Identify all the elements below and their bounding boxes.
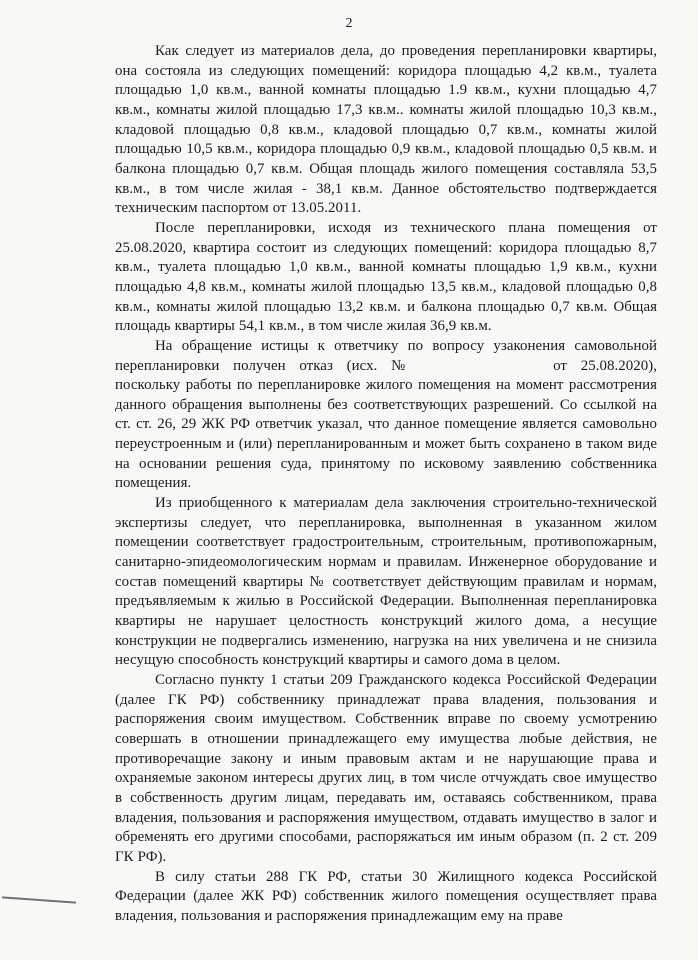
paragraph-expert-conclusion: Из приобщенного к материалам дела заключения строительно-технической экспертизы следует, что перепланировка, выполненная в указанном жилом помещении соответствует градостроительным, строительным, противопожарным, санитарно-эпидеомологическим нормам и правилам. Инженерное оборудование и состав помещений квартиры № соответствует действующим правилам и нормам, предъявляемым к жилью в Российской Федерации. Выполненная перепланировка квартиры не нарушает целостность конструкций жилого дома, а несущие конструкции не подвергались изменению, нагрузка на них увеличена и не снизила несущую способность конструкций квартиры и самого дома в целом.	[115, 495, 657, 669]
paragraph-refusal	[115, 337, 657, 494]
paragraph-room-composition-after: После перепланировки, исходя из технического плана помещения от 25.08.2020, квартира состоит из следующих помещений: коридора площадью 8,7 кв.м., туалета площадью 1,0 кв.м., ванной комнаты площадью 1,9 кв.м., кухни площадью 4,8 кв.м., комнаты жилой площадью 13,5 кв.м., кладовой площадью 0,8 кв.м., комнаты жилой площадью 13,2 кв.м. и балкона площадью 0,7 кв.м. Общая площадь квартиры 54,1 кв.м., в том числе жилая 36,9 кв.м.	[115, 219, 657, 335]
paragraph-civil-code-209: Согласно пункту 1 статьи 209 Гражданского кодекса Российской Федерации (далее ГК РФ) собственнику принадлежат права владения, пользования и распоряжения своим имуществом. Собственник вправе по своему усмотрению совершать в отношении принадлежащего ему имущества любые действия, не противоречащие закону и иным правовым актам и не нарушающие права и охраняемые законом интересы других лиц, в том числе отчуждать свое имущество в собственность другим лицам, передавать им, оставаясь собственником, права владения, пользования и распоряжения имуществом, отдавать имущество в залог и обременять его другими способами, распоряжаться им иным образом (п. 2 ст. 209 ГК РФ).	[115, 672, 657, 865]
paragraph-civil-code-288: В силу статьи 288 ГК РФ, статьи 30 Жилищного кодекса Российской Федерации (далее ЖК РФ) собственник жилого помещения осуществляет права владения, пользования и распоряжения принадлежащим ему на праве	[115, 868, 657, 924]
document-body	[115, 42, 657, 927]
scan-line-mark	[2, 896, 76, 903]
page-number: 2	[345, 16, 353, 31]
paragraph-room-composition-before: Как следует из материалов дела, до проведения перепланировки квартиры, она состояла из следующих помещений: коридора площадью 4,2 кв.м., туалета площадью 1,0 кв.м., ванной комнаты площадью 1.9 кв.м., кухни площадью 4,7 кв.м., комнаты жилой площадью 17,3 кв.м.. комнаты жилой площадью 10,3 кв.м., кладовой площадью 0,8 кв.м., кладовой площадью 0,7 кв.м., комнаты жилой площадью 10,5 кв.м., коридора площадью 0,9 кв.м., кладовой площадью 0,5 кв.м. и балкона площадью 0,7 кв.м. Общая площадь жилого помещения составляла 53,5 кв.м., в том числе жилая - 38,1 кв.м. Данное обстоятельство подтверждается техническим паспортом от 13.05.2011.	[115, 43, 657, 217]
refusal-text-after-number: от 25.08.2020), поскольку работы по перепланировке жилого помещения на момент рассмотрения данного обращения выполнены без соответствующих разрешений. Со ссылкой на ст. ст. 26, 29 ЖК РФ ответчик указал, что данное помещение является самовольно переустроенным и (или) перепланированным и может быть сохранено в таком виде на основании решения суда, принятому по исковому заявлению собственника помещения.	[115, 357, 658, 492]
refusal-text-before-number: На обращение истицы к ответчику по вопросу узаконения самовольной перепланировки получен отказ (исх. №	[115, 337, 657, 374]
